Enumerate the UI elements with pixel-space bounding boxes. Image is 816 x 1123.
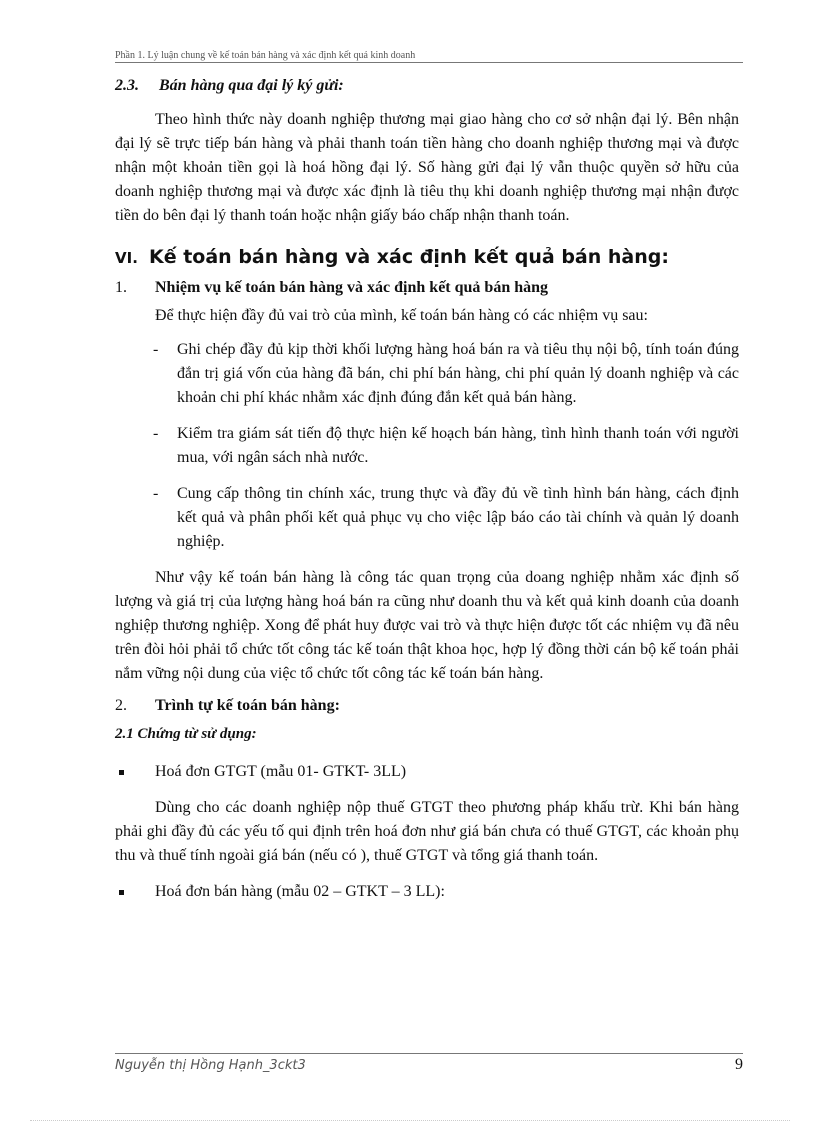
dash-marker: -: [153, 341, 159, 358]
section-title: Kế toán bán hàng và xác định kết quả bán hàng:: [149, 246, 669, 268]
section-2-1-heading: 2.1 Chứng từ sử dụng:: [115, 726, 257, 742]
section-1-summary: Như vậy kế toán bán hàng là công tác quan trọng của doang nghiệp nhằm xác định số lượng và giá trị của lượng hàng hoá bán ra cũng như doanh thu và kết quả kinh doanh của doanh nghiệp thương nghiệp. Xong để phát huy được vai trò và thực hiện được tốt các nhiệm vụ đã nêu trên đòi hỏi phải tổ chức tốt công tác kế toán thật khoa học, hợp lý đồng thời cán bộ kế toán phải nắm vững nội dung của việc tổ chức tốt công tác kế toán bán hàng.: [115, 569, 739, 682]
list-item: [115, 338, 739, 410]
bullet-text: Hoá đơn GTGT (mẫu 01- GTKT- 3LL): [155, 763, 407, 780]
square-bullet-icon: [119, 770, 124, 775]
section-number: 2.3.: [115, 77, 139, 94]
duties-list: [115, 338, 739, 554]
section-2-heading: [115, 694, 739, 722]
dash-marker: -: [153, 485, 159, 502]
page-bottom-divider: [30, 1120, 790, 1121]
section-1-intro: Để thực hiện đầy đủ vai trò của mình, kế toán bán hàng có các nhiệm vụ sau:: [155, 307, 648, 324]
page-number: 9: [735, 1056, 743, 1073]
list-item: [115, 482, 739, 554]
list-item-text: Kiểm tra giám sát tiến độ thực hiện kế hoạch bán hàng, tình hình thanh toán với người mua, với ngân sách nhà nước.: [177, 425, 739, 466]
bullet-text: Hoá đơn bán hàng (mẫu 02 – GTKT – 3 LL):: [155, 883, 445, 900]
running-header: Phần 1. Lý luận chung về kế toán bán hàng và xác định kết quả kinh doanh: [115, 50, 743, 63]
section-vi-heading: [115, 242, 739, 272]
page-content: [115, 74, 739, 906]
section-1-heading: [115, 276, 739, 304]
section-title: Trình tự kế toán bán hàng:: [155, 697, 340, 714]
bullet-item-sales-invoice: [115, 880, 739, 906]
section-number: 1.: [115, 279, 127, 296]
footer-author: Nguyễn thị Hồng Hạnh_3ckt3: [115, 1058, 306, 1073]
section-title: Bán hàng qua đại lý ký gửi:: [159, 77, 344, 94]
dash-marker: -: [153, 425, 159, 442]
section-2-3-paragraph: Theo hình thức này doanh nghiệp thương mại giao hàng cho cơ sở nhận đại lý. Bên nhận đại lý sẽ trực tiếp bán hàng và phải thanh toán tiền hàng cho doanh nghiệp thương mại và được nhận một khoản tiền gọi là hoá hồng đại lý. Số hàng gửi đại lý vẫn thuộc quyền sở hữu của doanh nghiệp thương mại và được xác định là tiêu thụ khi doanh nghiệp thương mại nhận được tiền do bên đại lý thanh toán hoặc nhận giấy báo chấp nhận thanh toán.: [115, 111, 739, 224]
list-item-text: Ghi chép đầy đủ kịp thời khối lượng hàng hoá bán ra và tiêu thụ nội bộ, tính toán đúng đắn trị giá vốn của hàng đã bán, chi phí bán hàng, chi phí quản lý doanh nghiệp và các khoản chi phí khác nhằm xác định đúng đắn kết quả bán hàng.: [177, 341, 739, 406]
bullet-item-invoice-gtgt: [115, 760, 739, 786]
section-2-3-heading: [115, 74, 739, 100]
section-number: VI.: [115, 249, 138, 267]
list-item: [115, 422, 739, 470]
section-number: 2.: [115, 697, 127, 714]
invoice-gtgt-description: Dùng cho các doanh nghiệp nộp thuế GTGT theo phương pháp khấu trừ. Khi bán hàng phải ghi đầy đủ các yếu tố qui định trên hoá đơn như giá bán chưa có thuế GTGT, các khoản phụ thu và thuế tính ngoài giá bán (nếu có ), thuế GTGT và tổng giá thanh toán.: [115, 799, 739, 864]
footer-divider: [115, 1053, 743, 1054]
square-bullet-icon: [119, 890, 124, 895]
section-title: Nhiệm vụ kế toán bán hàng và xác định kết quả bán hàng: [155, 279, 549, 296]
list-item-text: Cung cấp thông tin chính xác, trung thực và đầy đủ về tình hình bán hàng, cách định kết quả và phân phối kết quả phục vụ cho việc lập báo cáo tài chính và quản lý doanh nghiệp.: [177, 485, 739, 550]
